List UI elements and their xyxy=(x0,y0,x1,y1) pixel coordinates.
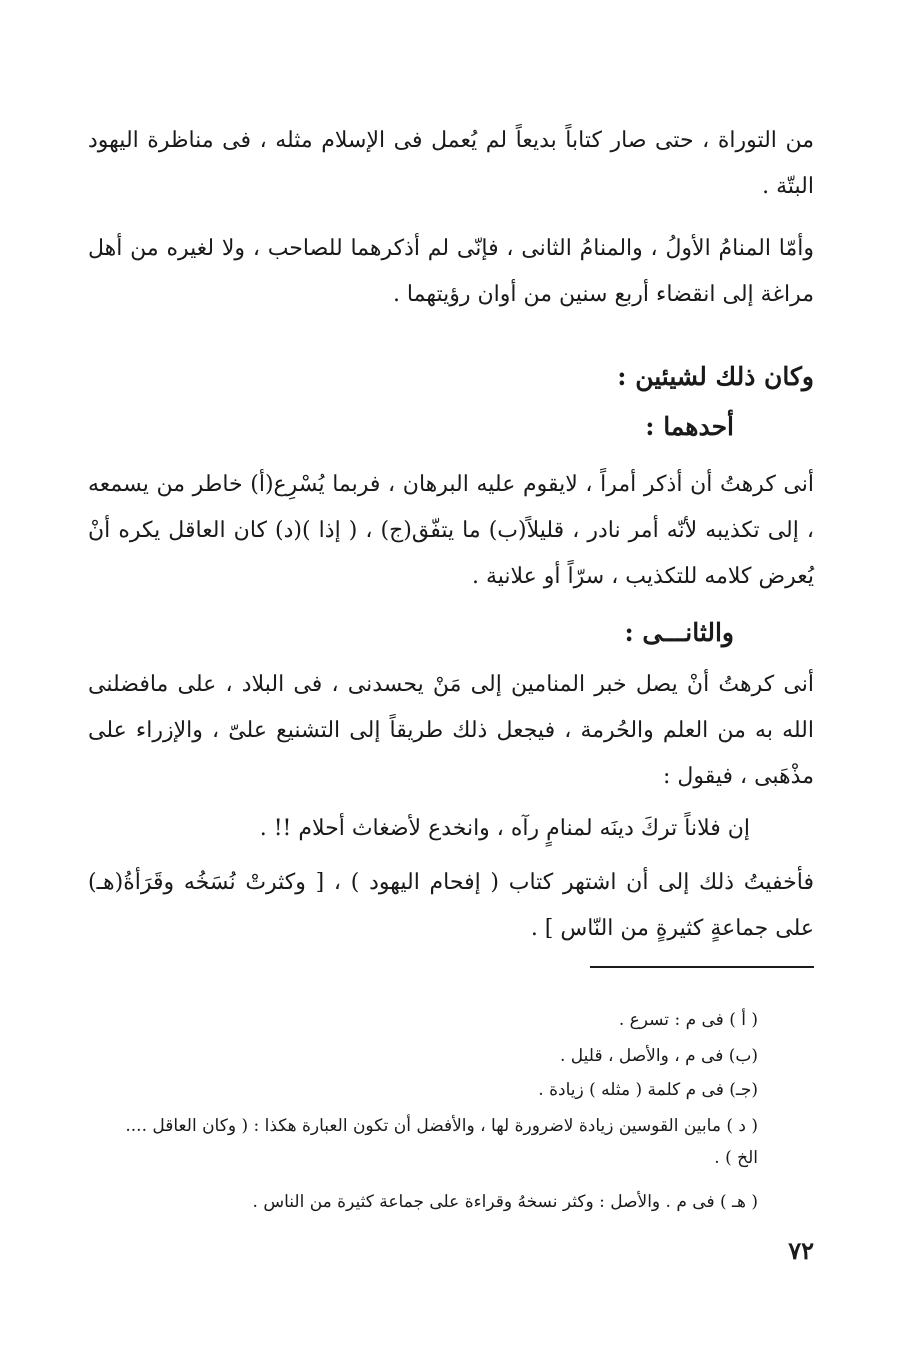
footnote-divider xyxy=(590,966,814,968)
quoted-saying: إن فلاناً تركَ دينَه لمنامٍ رآه ، وانخدع لأضغاث أحلام !! . xyxy=(259,816,750,841)
footnote-b: (ب) فى م ، والأصل ، قليل . xyxy=(560,1046,758,1066)
subheading-second: والثانـــى : xyxy=(624,618,734,647)
section-heading: وكان ذلك لشيئين : xyxy=(617,362,814,391)
paragraph-2 xyxy=(88,226,814,318)
footnote-a: ( أ ) فى م : تسرع . xyxy=(618,1010,758,1030)
paragraph-4 xyxy=(88,662,814,800)
footnote-e: ( هـ ) فى م . والأصل : وكثر نسخهُ وقراءة على جماعة كثيرة من الناس . xyxy=(252,1192,758,1212)
paragraph-text: أنى كرهتُ أن أذكر أمراً ، لايقوم عليه البرهان ، فربما يُسْرِع(أ) خاطر من يسمعه ، إلى تكذيبه لأنّه أمر نادر ، قليلاً(ب) ما يتفّق(ج) ، ( إذا )(د) كان العاقل يكره أنْ يُعرض كلامه للتكذيب ، سرّاً أو علانية . xyxy=(88,472,814,589)
paragraph-text: وأمّا المنامُ الأولُ ، والمنامُ الثانى ، فإنّى لم أذكرهما للصاحب ، ولا لغيره من أهل مراغة إلى انقضاء أربع سنين من أوان رؤيتهما . xyxy=(88,236,814,307)
subheading-first: أحدهما : xyxy=(645,412,734,441)
paragraph-1 xyxy=(88,118,814,210)
paragraph-text: أنى كرهتُ أنْ يصل خبر المنامين إلى مَنْ يحسدنى ، فى البلاد ، على مافضلنى الله به من العلم والحُرمة ، فيجعل ذلك طريقاً إلى التشنيع علىّ ، والإزراء على مذْهَبى ، فيقول : xyxy=(88,672,814,789)
paragraph-5 xyxy=(88,860,814,952)
footnote-d: ( د ) مابين القوسين زيادة لاضرورة لها ، والأفضل أن تكون العبارة هكذا : ( وكان العاقل .... الخ ) . xyxy=(125,1116,758,1168)
paragraph-text: فأخفيتُ ذلك إلى أن اشتهر كتاب ( إفحام اليهود ) ، [ وكثرتْ نُسَخُه وقَرَأةُ(هـ) على جماعةٍ كثيرةٍ من النّاس ] . xyxy=(88,870,814,941)
page-number: ٧٢ xyxy=(788,1236,814,1265)
footnote-c: (جـ) فى م كلمة ( مثله ) زيادة . xyxy=(538,1080,758,1100)
paragraph-3 xyxy=(88,462,814,600)
paragraph-text: من التوراة ، حتى صار كتاباً بديعاً لم يُعمل فى الإسلام مثله ، فى مناظرة اليهود البتّة . xyxy=(88,128,814,199)
